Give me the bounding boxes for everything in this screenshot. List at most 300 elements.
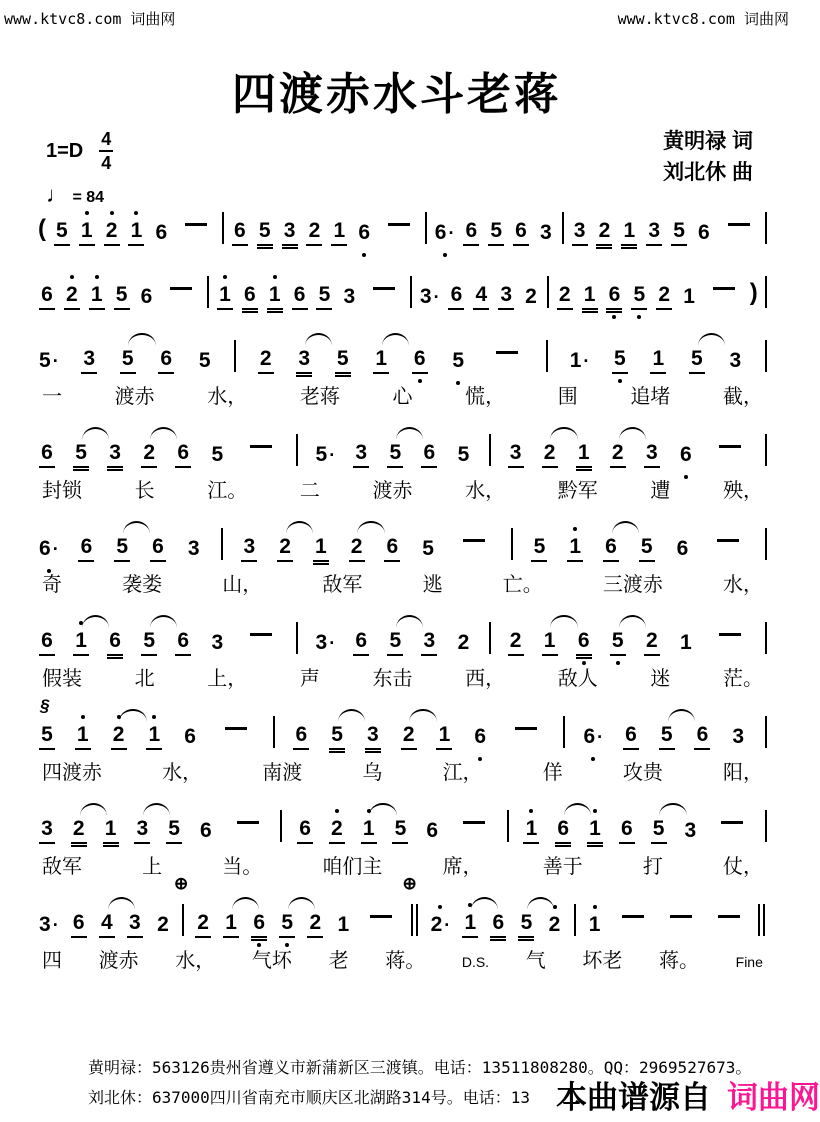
barline [489, 434, 491, 468]
barline-mark [207, 276, 209, 308]
note: 3 [508, 440, 524, 468]
dash-note [713, 287, 735, 290]
slur-arc [286, 521, 313, 534]
slur-arc [82, 615, 109, 628]
dash-note [237, 821, 259, 824]
barline [410, 276, 412, 310]
lyric-syllable: 殃， [723, 480, 763, 502]
lyric-syllable: 西， [465, 668, 506, 690]
lyric-syllable: 佯 [542, 762, 563, 784]
lyrics-row [38, 374, 767, 410]
note: 5 [457, 443, 470, 466]
watermark-top-left: www.ktvc8.com 词曲网 [4, 10, 176, 28]
note: 6 [678, 442, 694, 468]
note: 6 [694, 722, 710, 750]
note: 3 [127, 910, 143, 938]
dash-note [185, 223, 207, 226]
note: 5 [198, 349, 211, 372]
lyric-syllable: 水， [722, 574, 763, 596]
barline-mark [410, 276, 412, 308]
lyricist-credit: 黄明禄 词 [663, 130, 753, 153]
lyric-syllable: 水， [175, 950, 216, 972]
note: 6 [698, 221, 710, 244]
note: 2 [349, 534, 365, 562]
note: 5 [329, 722, 345, 750]
note: 3 [684, 819, 697, 842]
slur-arc [619, 427, 646, 440]
notes-row [38, 528, 767, 562]
note: 2 [306, 218, 322, 246]
note: 5 [610, 628, 626, 656]
barline-mark [758, 904, 760, 936]
note: 1 [650, 346, 666, 374]
note: 2 [258, 346, 274, 374]
lyric-syllable: 老 [328, 950, 349, 972]
note: 6 [421, 440, 437, 468]
lyric-syllable: 三渡赤 [602, 574, 663, 596]
barline-mark [507, 810, 509, 842]
note: 5 [387, 440, 403, 468]
note: 2 [71, 816, 87, 844]
note: 2 [329, 816, 345, 844]
augmentation-dot: · [433, 287, 440, 307]
note: 6 · [583, 725, 604, 748]
note: 6 [490, 910, 506, 938]
note: 3 [365, 722, 381, 750]
barline [765, 434, 767, 468]
source-prefix: 本曲谱源自 [556, 1080, 711, 1115]
barline [765, 810, 767, 844]
song-title: 四渡赤水斗老蒋 [232, 70, 561, 119]
slur-arc [123, 521, 150, 534]
note: 5 [631, 282, 647, 310]
lyric-syllable: 渡赤 [98, 950, 139, 972]
notes-row [38, 276, 767, 310]
barline [296, 622, 298, 656]
note: 3 [134, 816, 150, 844]
barline [765, 340, 767, 374]
note: 1 [79, 218, 95, 246]
note: 3 [353, 440, 369, 468]
lyric-syllable: 敌人 [557, 668, 598, 690]
score-line [38, 324, 767, 410]
note: 1 [436, 722, 452, 750]
note: 6 [251, 910, 267, 938]
note: 1 [337, 913, 350, 936]
dash-note [719, 445, 741, 448]
note: 5 [450, 348, 466, 374]
barline [563, 716, 565, 750]
dash-note [719, 633, 741, 636]
score-line [38, 196, 767, 246]
note: 3 · [315, 631, 336, 654]
note: 1 [462, 910, 478, 938]
lyric-syllable: 当。 [222, 856, 263, 878]
dash-note [728, 223, 750, 226]
augmentation-dot: · [329, 633, 336, 653]
lyric-syllable: 亡。 [502, 574, 543, 596]
note: 5 [166, 816, 182, 844]
barline [273, 716, 275, 750]
barline-mark [234, 340, 236, 372]
note: 5 [387, 628, 403, 656]
lyric-syllable: 江， [442, 762, 483, 784]
note: 2 [542, 440, 558, 468]
lyric-syllable: 北 [134, 668, 155, 690]
note: 6 [140, 285, 153, 308]
slur-arc [619, 615, 646, 628]
augmentation-dot: · [583, 351, 590, 371]
slur-arc [698, 333, 725, 346]
note: 2 [307, 910, 323, 938]
barline-mark [765, 276, 767, 308]
barline-mark [489, 434, 491, 466]
dash-note [717, 539, 739, 542]
augmentation-dot: · [448, 223, 455, 243]
note: 1 [680, 631, 692, 654]
notes-row [38, 874, 767, 938]
credits [663, 126, 753, 188]
note: 1 [223, 910, 239, 938]
augmentation-dot: · [444, 915, 451, 935]
lyric-syllable: 东击 [372, 668, 413, 690]
note: 6 [175, 440, 191, 468]
slur-arc [527, 897, 554, 910]
note: 6 [603, 534, 619, 562]
slur-arc [150, 427, 177, 440]
note: 1 [587, 816, 603, 844]
barline [207, 276, 209, 310]
notes-row [38, 716, 767, 750]
barline-mark [511, 528, 513, 560]
slur-arc [232, 897, 259, 910]
barline [507, 810, 509, 844]
barline-mark [765, 340, 767, 372]
lyrics-row [38, 468, 767, 504]
augmentation-dot: · [52, 915, 59, 935]
slur-arc [357, 521, 384, 534]
barline [562, 212, 564, 246]
note: 3 · [39, 913, 59, 936]
lyric-syllable: 追堵 [630, 386, 671, 408]
double-barline [758, 904, 767, 938]
note: 1 [361, 816, 377, 844]
barline-mark [765, 716, 767, 748]
note: 3 [732, 725, 745, 748]
lyric-syllable: 水， [162, 762, 203, 784]
note: 5 · [315, 443, 336, 466]
note: 6 [232, 218, 248, 246]
note: 4 [99, 910, 115, 938]
note: 6 [292, 282, 308, 310]
note: 1 [582, 282, 598, 310]
slur-arc [550, 615, 577, 628]
lyric-syllable: 四渡赤 [42, 762, 102, 784]
dash-note [463, 821, 485, 824]
note: 5 · [39, 349, 59, 372]
note: 6 [606, 282, 622, 310]
dash-note [463, 539, 485, 542]
note: 5 [488, 218, 504, 246]
note: 3 · [419, 285, 440, 308]
barline-mark [296, 434, 298, 466]
barline-mark [425, 212, 427, 244]
lyric-syllable: D.S. [461, 954, 490, 970]
slur-arc [409, 709, 436, 722]
note: 3 [241, 534, 257, 562]
slur-arc [338, 709, 365, 722]
lyric-syllable: 渡赤 [114, 386, 155, 408]
barline-mark [280, 810, 282, 842]
note: 2 [457, 631, 470, 654]
note: 1 [75, 722, 91, 750]
lyric-syllable: 一 [42, 386, 62, 408]
note: 6 [39, 628, 55, 656]
lyric-syllable: 声 [299, 668, 320, 690]
note: 5 [120, 346, 136, 374]
lyric-syllable: 围 [557, 386, 578, 408]
note: 2 [656, 282, 672, 310]
note: 2 [277, 534, 293, 562]
note: 2 [111, 722, 127, 750]
slur-arc [550, 427, 577, 440]
note: 2 · [430, 913, 451, 936]
notes-row [38, 810, 767, 844]
note: 2 [401, 722, 417, 750]
note: 6 [353, 628, 369, 656]
score-line [38, 874, 767, 974]
composer-contact: 刘北休：637000四川省南充市顺庆区北湖路314号。电话：13 [88, 1088, 530, 1107]
note: 5 [141, 628, 157, 656]
dash-note [496, 351, 518, 354]
slur-arc [612, 521, 639, 534]
note: 6 [384, 534, 400, 562]
slur-arc [305, 333, 332, 346]
note: 6 [293, 722, 309, 750]
barline-mark [562, 212, 564, 244]
lyricist-contact: 黄明禄：563126贵州省遵义市新蒲新区三渡镇。电话：13511808280。QQ：2969527673。 [88, 1058, 752, 1077]
slur-arc [288, 897, 315, 910]
note: 5 [316, 282, 332, 310]
note: 6 [472, 724, 488, 750]
lyric-syllable: 蒋。 [659, 950, 699, 972]
note: 1 [683, 285, 695, 308]
dash-note [388, 223, 410, 226]
lyric-syllable: 阳， [722, 762, 763, 784]
lyric-syllable: 攻贵 [622, 762, 663, 784]
lyric-syllable: 奇 [42, 574, 62, 596]
notes-row [38, 212, 767, 246]
score-line [38, 794, 767, 880]
note: 6 [676, 537, 689, 560]
note: 1 [217, 282, 233, 310]
lyric-syllable: 水， [465, 480, 506, 502]
slur-arc [668, 709, 695, 722]
note: 3 [729, 349, 742, 372]
note: 1 · [569, 349, 590, 372]
note: 1 [576, 440, 592, 468]
barline [489, 622, 491, 656]
note: 5 [612, 346, 628, 374]
note: 5 [422, 537, 434, 560]
score-line [38, 418, 767, 504]
barline [280, 810, 282, 844]
note: 6 [555, 816, 571, 844]
barline [511, 528, 513, 562]
dash-note [515, 727, 537, 730]
barline [425, 212, 427, 246]
lyric-syllable: 上， [207, 668, 248, 690]
note: 5 [73, 440, 89, 468]
lyrics-row [38, 938, 767, 974]
note: 3 [296, 346, 312, 374]
lyric-syllable: 敌军 [322, 574, 363, 596]
note: 6 [356, 220, 372, 246]
slur-arc [108, 897, 135, 910]
note: 3 [646, 218, 662, 246]
note: 3 [343, 285, 356, 308]
note: 3 [572, 218, 588, 246]
segno-icon: § [40, 696, 50, 715]
note: 5 [671, 218, 687, 246]
lyric-syllable: 逃 [422, 574, 443, 596]
slur-arc [143, 803, 170, 816]
score-line [38, 512, 767, 598]
dash-note [170, 287, 192, 290]
barline [574, 904, 576, 938]
lyric-syllable: 慌， [465, 386, 506, 408]
score-line [38, 606, 767, 692]
score-line [38, 696, 767, 786]
barline [222, 212, 224, 246]
lyric-syllable: 长 [134, 480, 155, 502]
dash-note [250, 633, 272, 636]
score [38, 196, 767, 982]
barline-mark [411, 904, 413, 936]
barline-mark [765, 212, 767, 244]
notes-row [38, 434, 767, 468]
quarter-note-icon: ♩ [46, 182, 68, 207]
note: 6 [619, 816, 635, 844]
lyric-syllable: 蒋。 [385, 950, 426, 972]
note: 3 [421, 628, 437, 656]
barline [174, 874, 189, 938]
note: 6 [623, 722, 639, 750]
note: 6 [448, 282, 464, 310]
lyric-syllable: 茫。 [723, 668, 763, 690]
time-signature: $\frac{4}{4}$ [101, 129, 112, 173]
lyric-syllable: 遭 [650, 480, 671, 502]
barline-mark [765, 528, 767, 560]
source-site-link[interactable]: 词曲网 [727, 1080, 820, 1115]
note: 6 [155, 221, 168, 244]
note: 6 [71, 910, 87, 938]
lyric-syllable: 上 [142, 856, 163, 878]
barline-mark [489, 622, 491, 654]
note: 3 [498, 282, 514, 310]
note: 6 · [434, 221, 455, 244]
lyric-syllable: 南渡 [262, 762, 303, 784]
barline [546, 340, 548, 374]
note: 3 [187, 537, 200, 560]
lyric-syllable: 老蒋 [299, 386, 340, 408]
note: 2 [596, 218, 612, 246]
note: 6 [150, 534, 166, 562]
note: 6 [39, 282, 55, 310]
dash-note [370, 915, 392, 918]
slur-arc [471, 897, 498, 910]
note: 1 [103, 816, 119, 844]
lyric-syllable: 迷 [650, 668, 671, 690]
lyric-syllable: 心 [392, 386, 413, 408]
note: 6 · [39, 537, 59, 560]
barline-mark [221, 528, 223, 560]
parenthesis: ) [749, 279, 758, 306]
barline [765, 716, 767, 750]
slur-arc [150, 615, 177, 628]
barline [765, 622, 767, 656]
note: 5 [689, 346, 705, 374]
notes-row [38, 340, 767, 374]
lyric-syllable: 四 [42, 950, 62, 972]
note: 6 [78, 534, 94, 562]
note: 1 [523, 816, 539, 844]
watermark-top-right: www.ktvc8.com 词曲网 [617, 10, 789, 28]
slur-arc [382, 333, 409, 346]
note: 1 [621, 218, 637, 246]
notes-row [38, 622, 767, 656]
dash-note [718, 915, 740, 918]
lyric-syllable: 气坏 [251, 950, 292, 972]
barline-mark [296, 622, 298, 654]
note: 1 [73, 628, 89, 656]
slur-arc [80, 803, 107, 816]
dash-note [670, 915, 692, 918]
score-line [38, 260, 767, 310]
note: 6 [297, 816, 313, 844]
note: 5 [211, 443, 224, 466]
lyrics-row [38, 656, 767, 692]
note: 5 [54, 218, 70, 246]
slur-arc [659, 803, 686, 816]
slur-arc [128, 333, 155, 346]
barline [234, 340, 236, 374]
double-barline [402, 874, 420, 938]
note: 6 [158, 346, 174, 374]
note: 2 [157, 913, 169, 936]
note: 6 [426, 819, 439, 842]
slur-arc [396, 615, 423, 628]
augmentation-dot: · [597, 727, 604, 747]
composer-credit: 刘北休 曲 [663, 161, 753, 184]
parenthesis: ( [38, 215, 46, 242]
note: 3 [81, 346, 97, 374]
lyrics-row [38, 562, 767, 598]
barline [765, 212, 767, 246]
note: 5 [114, 282, 130, 310]
note: 3 [282, 218, 298, 246]
lyric-syllable: 二 [299, 480, 320, 502]
barline-mark [546, 340, 548, 372]
barline-mark [182, 904, 184, 936]
lyric-syllable: Fine [735, 954, 763, 970]
note: 2 [64, 282, 80, 310]
slur-arc [396, 427, 423, 440]
coda-icon: ⊕ [402, 874, 417, 893]
lyric-syllable: 气 [525, 950, 546, 972]
note: 1 [567, 534, 583, 562]
lyric-syllable: 袭娄 [122, 574, 163, 596]
